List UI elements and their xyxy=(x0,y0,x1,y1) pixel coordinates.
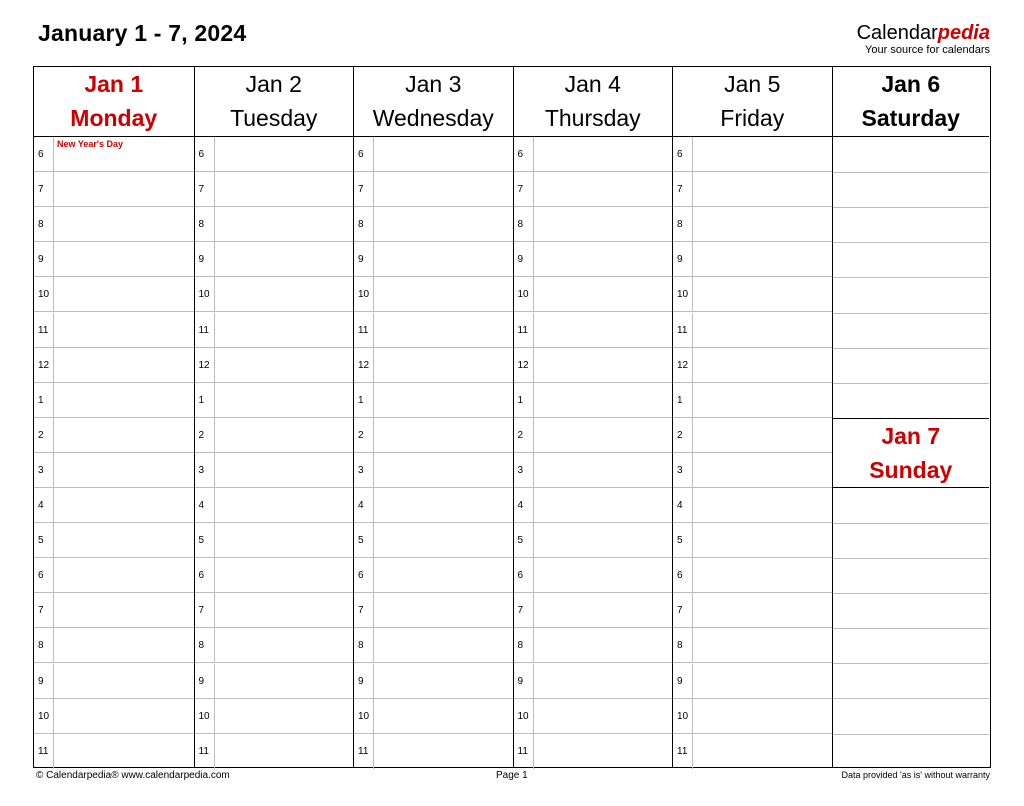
saturday-line xyxy=(833,242,990,243)
hour-label: 1 xyxy=(354,383,374,417)
brand-name xyxy=(857,22,990,44)
sunday-line xyxy=(833,523,990,524)
holiday-label: New Year's Day xyxy=(57,139,124,149)
hour-slot[interactable] xyxy=(354,242,513,277)
hour-label: 11 xyxy=(673,313,693,347)
day-column xyxy=(513,67,673,767)
footer-disclaimer: Data provided 'as is' without warranty xyxy=(841,770,990,780)
hour-slot[interactable] xyxy=(673,137,832,172)
hour-label: 6 xyxy=(195,137,215,171)
hour-label: 1 xyxy=(673,383,693,417)
hour-label: 6 xyxy=(673,137,693,171)
hour-label: 9 xyxy=(34,242,54,276)
hour-label: 7 xyxy=(514,593,534,627)
hour-slot[interactable] xyxy=(34,383,194,418)
hour-label: 10 xyxy=(354,699,374,733)
day-column xyxy=(34,67,194,767)
hour-slot[interactable] xyxy=(195,734,354,769)
hour-label: 2 xyxy=(514,418,534,452)
hour-label: 7 xyxy=(195,593,215,627)
hour-slot[interactable] xyxy=(514,734,673,769)
hour-slot[interactable] xyxy=(195,313,354,348)
brand-logo xyxy=(857,22,990,57)
hour-slot[interactable] xyxy=(195,383,354,418)
hour-slot[interactable] xyxy=(34,313,194,348)
day-column xyxy=(672,67,832,767)
hour-label: 9 xyxy=(514,242,534,276)
hour-label: 11 xyxy=(34,734,54,769)
hour-slot[interactable] xyxy=(673,277,832,312)
brand-name-accent: pedia xyxy=(937,22,990,44)
brand-name-main: Calendar xyxy=(856,22,938,44)
footer-copyright: © Calendarpedia® www.calendarpedia.com xyxy=(36,770,230,781)
hour-label: 2 xyxy=(673,418,693,452)
hour-label: 10 xyxy=(514,277,534,311)
hour-label: 6 xyxy=(673,558,693,592)
hour-slot[interactable] xyxy=(195,488,354,523)
hour-label: 11 xyxy=(673,734,693,769)
day-weekday: Monday xyxy=(70,105,158,131)
hour-slot[interactable] xyxy=(673,348,832,383)
hour-label: 1 xyxy=(514,383,534,417)
hour-label: 3 xyxy=(673,453,693,487)
hour-label: 9 xyxy=(195,242,215,276)
day-header xyxy=(34,67,194,137)
saturday-line xyxy=(833,277,990,278)
hour-label: 6 xyxy=(514,558,534,592)
sunday-line xyxy=(833,698,990,699)
saturday-line xyxy=(833,348,990,349)
hour-slot[interactable] xyxy=(34,488,194,523)
hour-label: 12 xyxy=(514,348,534,382)
hour-label: 7 xyxy=(354,172,374,206)
hour-slot[interactable] xyxy=(514,313,673,348)
hour-label: 11 xyxy=(195,734,215,769)
hour-slot[interactable] xyxy=(195,207,354,242)
hour-label: 10 xyxy=(195,699,215,733)
day-header xyxy=(673,67,832,137)
day-header xyxy=(514,67,673,137)
hour-slot[interactable] xyxy=(34,664,194,699)
day-header xyxy=(195,67,354,137)
hour-slot[interactable] xyxy=(195,523,354,558)
hour-slot[interactable] xyxy=(34,207,194,242)
sunday-line xyxy=(833,558,990,559)
saturday-header xyxy=(833,67,990,137)
hour-label: 9 xyxy=(673,664,693,698)
hour-label: 8 xyxy=(354,207,374,241)
hour-slot[interactable] xyxy=(673,523,832,558)
hour-label: 4 xyxy=(34,488,54,522)
hour-slot[interactable] xyxy=(673,734,832,769)
hour-label: 11 xyxy=(195,313,215,347)
hour-slot[interactable] xyxy=(34,523,194,558)
day-date: Jan 2 xyxy=(245,71,302,97)
day-weekday: Tuesday xyxy=(230,105,318,131)
hour-label: 10 xyxy=(514,699,534,733)
hour-slot[interactable] xyxy=(673,207,832,242)
hour-label: 9 xyxy=(514,664,534,698)
hour-slot[interactable] xyxy=(673,558,832,593)
hour-slot[interactable] xyxy=(195,277,354,312)
hour-label: 2 xyxy=(354,418,374,452)
hour-label: 4 xyxy=(195,488,215,522)
hour-slot[interactable] xyxy=(673,453,832,488)
hour-slot[interactable] xyxy=(34,242,194,277)
hour-label: 7 xyxy=(195,172,215,206)
hour-label: 7 xyxy=(673,593,693,627)
hour-label: 1 xyxy=(34,383,54,417)
hour-slot[interactable] xyxy=(354,313,513,348)
hour-slot[interactable] xyxy=(34,628,194,663)
hour-label: 9 xyxy=(354,664,374,698)
hour-label: 4 xyxy=(673,488,693,522)
saturday-line xyxy=(833,383,990,384)
hour-slot[interactable] xyxy=(354,734,513,769)
day-weekday: Wednesday xyxy=(372,105,494,131)
hour-slot[interactable] xyxy=(514,242,673,277)
hour-label: 8 xyxy=(195,628,215,662)
hour-slot[interactable] xyxy=(354,523,513,558)
hour-label: 10 xyxy=(673,277,693,311)
day-date: Jan 5 xyxy=(724,71,781,97)
page-title: January 1 - 7, 2024 xyxy=(38,20,247,46)
hour-label: 10 xyxy=(673,699,693,733)
hour-label: 8 xyxy=(195,207,215,241)
hour-label: 5 xyxy=(195,523,215,557)
hour-slot[interactable] xyxy=(514,207,673,242)
hour-label: 11 xyxy=(514,734,534,769)
hour-slot[interactable] xyxy=(673,172,832,207)
hour-label: 10 xyxy=(34,699,54,733)
saturday-date: Jan 6 xyxy=(881,71,941,97)
hour-slot[interactable] xyxy=(673,628,832,663)
hour-slot[interactable] xyxy=(195,593,354,628)
hour-slot[interactable] xyxy=(514,523,673,558)
hour-slot[interactable] xyxy=(354,488,513,523)
saturday-line xyxy=(833,313,990,314)
hour-label: 5 xyxy=(354,523,374,557)
hour-slot[interactable] xyxy=(673,699,832,734)
hour-slot[interactable] xyxy=(195,453,354,488)
hour-slot[interactable] xyxy=(34,593,194,628)
hour-label: 6 xyxy=(354,137,374,171)
hour-label: 6 xyxy=(354,558,374,592)
day-date: Jan 4 xyxy=(564,71,621,97)
hour-slot[interactable] xyxy=(34,734,194,769)
hour-slot[interactable] xyxy=(673,383,832,418)
hour-slot[interactable] xyxy=(195,242,354,277)
hour-slot[interactable] xyxy=(514,593,673,628)
hour-label: 9 xyxy=(673,242,693,276)
hour-slot[interactable] xyxy=(514,348,673,383)
hour-slot[interactable] xyxy=(514,418,673,453)
hour-slot[interactable] xyxy=(514,488,673,523)
hour-slot[interactable] xyxy=(514,628,673,663)
hour-label: 6 xyxy=(195,558,215,592)
hour-slot[interactable] xyxy=(673,242,832,277)
day-column xyxy=(353,67,513,767)
hour-label: 12 xyxy=(673,348,693,382)
hour-slot[interactable] xyxy=(354,207,513,242)
brand-tagline: Your source for calendars xyxy=(865,44,990,56)
hour-slot[interactable] xyxy=(673,593,832,628)
hour-slot[interactable] xyxy=(195,558,354,593)
sunday-weekday: Sunday xyxy=(869,456,953,483)
hour-label: 3 xyxy=(514,453,534,487)
hour-label: 6 xyxy=(34,137,54,171)
hour-label: 10 xyxy=(354,277,374,311)
hour-slot[interactable] xyxy=(673,664,832,699)
week-grid xyxy=(33,66,991,768)
hour-slot[interactable] xyxy=(514,383,673,418)
hour-label: 11 xyxy=(34,313,54,347)
day-date: Jan 1 xyxy=(84,71,144,97)
saturday-weekday: Saturday xyxy=(861,105,960,131)
hour-slot[interactable] xyxy=(34,699,194,734)
hour-slot[interactable] xyxy=(34,277,194,312)
hour-slot[interactable] xyxy=(354,172,513,207)
hour-slot[interactable] xyxy=(354,383,513,418)
hour-label: 2 xyxy=(34,418,54,452)
hour-label: 3 xyxy=(34,453,54,487)
hour-label: 10 xyxy=(195,277,215,311)
hour-slot[interactable] xyxy=(673,313,832,348)
hour-slot[interactable] xyxy=(354,348,513,383)
hour-label: 11 xyxy=(514,313,534,347)
weekend-column xyxy=(832,67,990,767)
hour-slot[interactable] xyxy=(514,172,673,207)
hour-label: 4 xyxy=(514,488,534,522)
hour-slot[interactable] xyxy=(195,137,354,172)
hour-slot[interactable] xyxy=(195,628,354,663)
hour-label: 2 xyxy=(195,418,215,452)
saturday-line xyxy=(833,207,990,208)
hour-label: 12 xyxy=(195,348,215,382)
hour-slot[interactable] xyxy=(195,664,354,699)
hour-label: 6 xyxy=(514,137,534,171)
hour-label: 5 xyxy=(673,523,693,557)
hour-label: 3 xyxy=(354,453,374,487)
day-column xyxy=(194,67,354,767)
hour-slot[interactable] xyxy=(34,137,194,172)
sunday-line xyxy=(833,628,990,629)
footer-page-number: Page 1 xyxy=(496,770,528,781)
hour-label: 8 xyxy=(354,628,374,662)
hour-slot[interactable] xyxy=(354,558,513,593)
hour-label: 8 xyxy=(673,207,693,241)
hour-label: 7 xyxy=(673,172,693,206)
hour-slot[interactable] xyxy=(354,418,513,453)
hour-label: 5 xyxy=(34,523,54,557)
hour-slot[interactable] xyxy=(195,699,354,734)
hour-label: 9 xyxy=(34,664,54,698)
hour-slot[interactable] xyxy=(354,699,513,734)
hour-slot[interactable] xyxy=(34,558,194,593)
hour-slot[interactable] xyxy=(195,418,354,453)
hour-label: 12 xyxy=(354,348,374,382)
hour-label: 8 xyxy=(673,628,693,662)
hour-label: 8 xyxy=(34,207,54,241)
hour-slot[interactable] xyxy=(673,488,832,523)
hour-slot[interactable] xyxy=(514,699,673,734)
hour-slot[interactable] xyxy=(34,348,194,383)
day-weekday: Thursday xyxy=(544,105,641,131)
hour-label: 12 xyxy=(34,348,54,382)
hour-label: 8 xyxy=(34,628,54,662)
hour-slot[interactable] xyxy=(195,172,354,207)
sunday-line xyxy=(833,663,990,664)
hour-label: 3 xyxy=(195,453,215,487)
hour-slot[interactable] xyxy=(514,277,673,312)
sunday-header xyxy=(833,418,990,488)
hour-slot[interactable] xyxy=(514,137,673,172)
hour-slot[interactable] xyxy=(354,277,513,312)
day-weekday: Friday xyxy=(720,105,785,131)
hour-label: 11 xyxy=(354,734,374,769)
hour-slot[interactable] xyxy=(514,664,673,699)
day-date: Jan 3 xyxy=(405,71,462,97)
hour-slot[interactable] xyxy=(354,628,513,663)
day-header xyxy=(354,67,513,137)
hour-slot[interactable] xyxy=(34,418,194,453)
hour-slot[interactable] xyxy=(354,593,513,628)
sunday-date: Jan 7 xyxy=(881,422,941,449)
hour-label: 8 xyxy=(514,628,534,662)
hour-slot[interactable] xyxy=(673,418,832,453)
hour-slot[interactable] xyxy=(514,453,673,488)
hour-slot[interactable] xyxy=(514,558,673,593)
hour-slot[interactable] xyxy=(34,172,194,207)
hour-label: 8 xyxy=(514,207,534,241)
saturday-line xyxy=(833,172,990,173)
hour-slot[interactable] xyxy=(354,137,513,172)
hour-slot[interactable] xyxy=(34,453,194,488)
hour-slot[interactable] xyxy=(354,664,513,699)
hour-label: 6 xyxy=(34,558,54,592)
hour-label: 5 xyxy=(514,523,534,557)
hour-label: 9 xyxy=(354,242,374,276)
hour-slot[interactable] xyxy=(195,348,354,383)
hour-label: 4 xyxy=(354,488,374,522)
hour-label: 7 xyxy=(354,593,374,627)
hour-label: 1 xyxy=(195,383,215,417)
hour-label: 7 xyxy=(34,172,54,206)
sunday-line xyxy=(833,734,990,735)
hour-label: 7 xyxy=(34,593,54,627)
hour-label: 10 xyxy=(34,277,54,311)
hour-label: 9 xyxy=(195,664,215,698)
hour-label: 11 xyxy=(354,313,374,347)
hour-slot[interactable] xyxy=(354,453,513,488)
sunday-line xyxy=(833,593,990,594)
hour-label: 7 xyxy=(514,172,534,206)
